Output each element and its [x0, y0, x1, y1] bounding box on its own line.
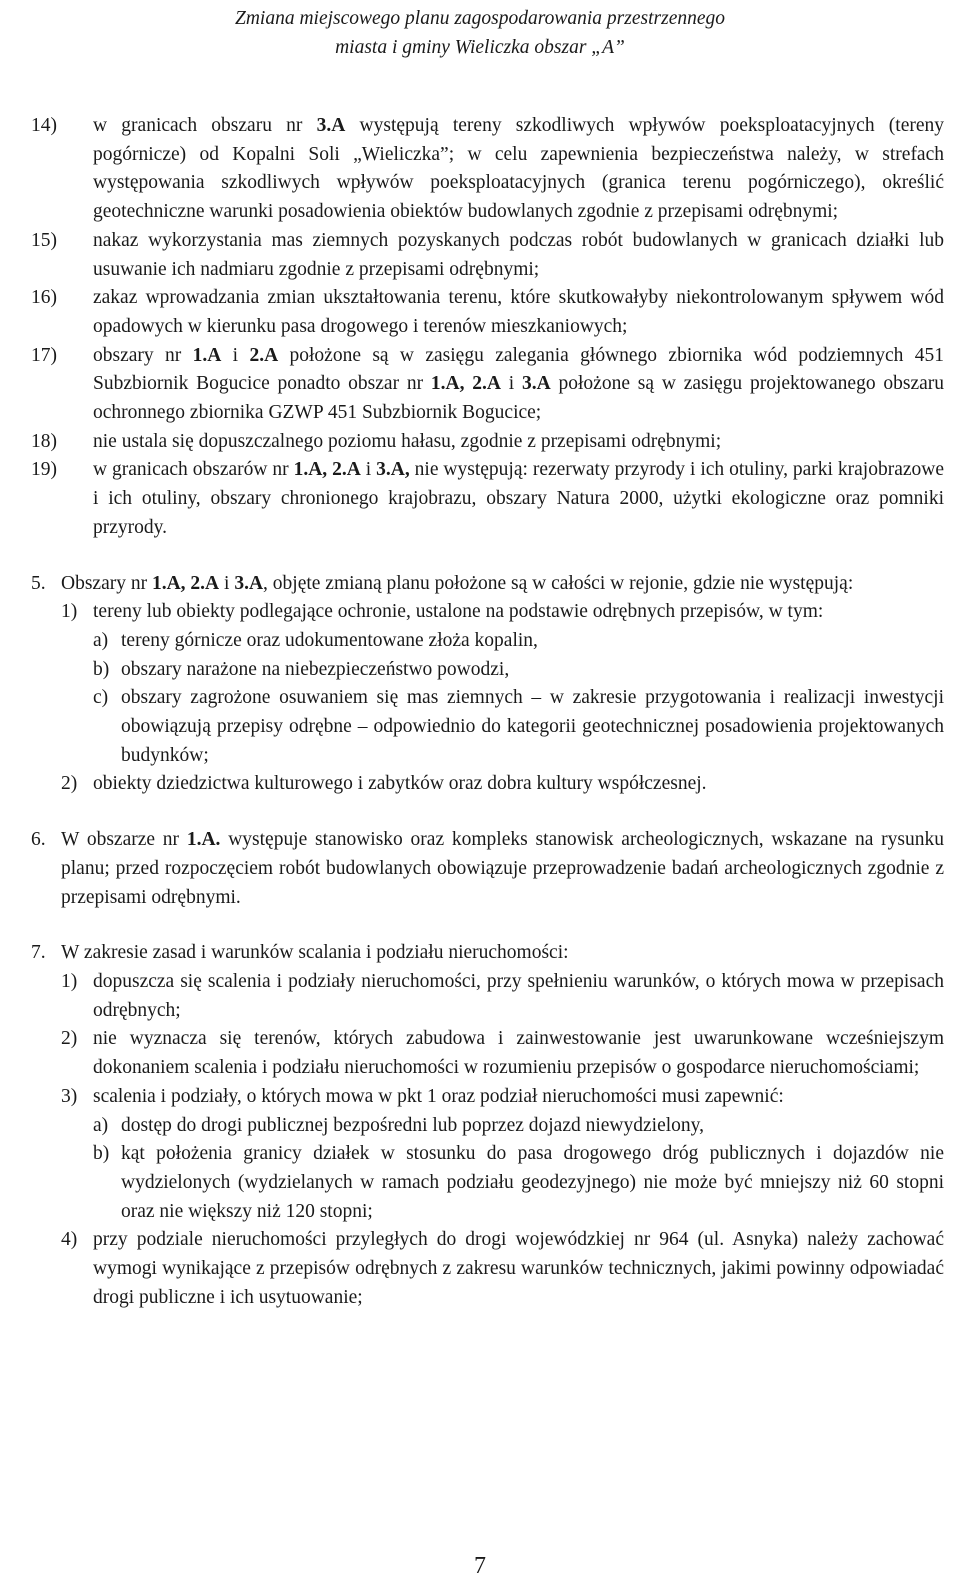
list-item [31, 112, 944, 227]
list-item-text: tereny lub obiekty podlegające ochronie, ustalone na podstawie odrębnych przepisów, w tym: [93, 601, 824, 623]
list-item [31, 284, 944, 341]
page-number: 7 [474, 1553, 486, 1579]
list-item-marker: 2) [61, 1028, 78, 1050]
list-item-text: kąt położenia granicy działek w stosunku do pasa drogowego dróg publicznych i dojazdów nie wydzielonych (wydzielanych w ramach podziału geodezyjnego) nie może być mniejszy niż 60 stopni oraz nie większy niż 120 stopni; [121, 1143, 944, 1222]
list-item [93, 627, 944, 656]
list-item-text: scalenia i podziały, o których mowa w pkt 1 oraz podział nieruchomości musi zapewnić: [93, 1085, 784, 1107]
list-item-marker: 15) [31, 229, 57, 251]
list-item-marker: 6. [31, 829, 46, 851]
list-item [93, 656, 944, 685]
list-item [93, 1112, 944, 1141]
list-item [93, 684, 944, 770]
list-item [31, 570, 944, 599]
list-item [61, 1226, 944, 1312]
list-item-text: obszary narażone na niebezpieczeństwo powodzi, [121, 658, 510, 680]
list-item-marker: 19) [31, 459, 57, 481]
list-item-marker: 16) [31, 287, 57, 309]
list-item-text: Obszary nr 1.A, 2.A i 3.A, objęte zmianą planu położone są w całości w rejonie, gdzie nie występują: [61, 572, 854, 594]
list-item-marker: a) [93, 1114, 109, 1136]
list-item [61, 1025, 944, 1082]
list-item-text: przy podziale nieruchomości przyległych do drogi wojewódzkiej nr 964 (ul. Asnyka) należy zachować wymogi wynikające z przepisów odrębnych z zakresu warunków technicznych, jakimi powinny odpowiadać drogi publiczne i ich usytuowanie; [93, 1229, 944, 1308]
list-item-text: obszary zagrożone osuwaniem się mas ziemnych – w zakresie przygotowania i realizacji inwestycji obowiązują przepisy odrębne – odpowiednio do kategorii geotechnicznej posadowienia projektowanych budynków; [121, 687, 944, 766]
list-item-marker: b) [93, 658, 110, 680]
list-item [31, 227, 944, 284]
list-item [61, 968, 944, 1025]
list-item [61, 598, 944, 627]
header-line-1: Zmiana miejscowego planu zagospodarowania przestrzennego [234, 8, 726, 29]
list-item-text: obiekty dziedzictwa kulturowego i zabytków oraz dobra kultury współczesnej. [93, 773, 707, 795]
list-item [61, 1083, 944, 1112]
document-body [0, 112, 960, 1312]
list-item-marker: 14) [31, 115, 57, 136]
list-item-marker: 2) [61, 773, 78, 795]
list-item [31, 456, 944, 542]
list-item-marker: 7. [31, 942, 46, 964]
list-item-marker: b) [93, 1143, 110, 1165]
list-item [31, 428, 944, 457]
list-item [61, 770, 944, 799]
list-item-text: dostęp do drogi publicznej bezpośredni lub poprzez dojazd niewydzielony, [121, 1114, 705, 1136]
paragraph-gap [0, 543, 960, 570]
list-item-marker: c) [93, 687, 109, 709]
list-item-text: obszary nr 1.A i 2.A położone są w zasięgu zalegania głównego zbiornika wód podziemnych 451 Subzbiornik Bogucice ponadto obszar nr 1.A, 2.A i 3.A położone są w zasięgu projektowanego obszaru ochronnego zbiornika GZWP 451 Subzbiornik Bogucice; [93, 344, 945, 424]
paragraph-gap [0, 912, 960, 939]
list-item-marker: 4) [61, 1229, 78, 1251]
header-line-2: miasta i gminy Wieliczka obszar „A” [335, 37, 625, 58]
document-header [0, 4, 960, 62]
list-item-text: dopuszcza się scalenia i podziały nieruchomości, przy spełnieniu warunków, o których mowa w przepisach odrębnych; [93, 970, 944, 1021]
list-item-text: w granicach obszaru nr 3.A występują tereny szkodliwych wpływów poeksploatacyjnych (tereny pogórnicze) od Kopalni Soli „Wieliczka”; w celu zapewnienia bezpieczeństwa należy, w strefach występowania szkodliwych wpływów poeksploatacyjnych (granica terenu pogórniczego), określić geotechniczne warunki posadowienia obiektów budowlanych zgodnie z przepisami odrębnymi; [93, 115, 944, 223]
list-item-text: w granicach obszarów nr 1.A, 2.A i 3.A, nie występują: rezerwaty przyrody i ich otuliny, parki krajobrazowe i ich otuliny, obszary chronionego krajobrazu, obszary Natura 2000, użytki ekologiczne oraz pomniki przyrody. [93, 459, 944, 538]
list-item-text: W obszarze nr 1.A. występuje stanowisko oraz kompleks stanowisk archeologicznych, wskazane na rysunku planu; przed rozpoczęciem robót budowlanych obowiązuje przeprowadzenie badań archeologicznych zgodnie z przepisami odrębnymi. [61, 829, 944, 908]
list-item-text: tereny górnicze oraz udokumentowane złoża kopalin, [121, 629, 538, 651]
list-item-text: zakaz wprowadzania zmian ukształtowania terenu, które skutkowałyby niekontrolowanym spływem wód opadowych w kierunku pasa drogowego i terenów mieszkaniowych; [93, 287, 944, 337]
list-item [93, 1140, 944, 1226]
paragraph-gap [0, 799, 960, 826]
list-item-text: W zakresie zasad i warunków scalania i podziału nieruchomości: [61, 942, 569, 964]
list-item-marker: 1) [61, 970, 78, 992]
list-item [31, 939, 944, 968]
list-item-marker: 18) [31, 430, 57, 452]
list-item [31, 342, 944, 428]
list-item-text: nie ustala się dopuszczalnego poziomu hałasu, zgodnie z przepisami odrębnymi; [93, 430, 722, 452]
list-item-marker: 1) [61, 601, 78, 623]
list-item-marker: 5. [31, 572, 46, 594]
list-item [31, 826, 944, 912]
list-item-marker: 17) [31, 344, 57, 366]
list-item-text: nie wyznacza się terenów, których zabudowa i zainwestowanie jest uwarunkowane wcześniejszym dokonaniem scalenia i podziału nieruchomości w rozumieniu przepisów o gospodarce nieruchomościami; [93, 1028, 944, 1079]
list-item-marker: a) [93, 629, 109, 651]
list-item-marker: 3) [61, 1085, 78, 1107]
list-item-text: nakaz wykorzystania mas ziemnych pozyskanych podczas robót budowlanych w granicach działki lub usuwanie ich nadmiaru zgodnie z przepisami odrębnymi; [93, 229, 944, 280]
